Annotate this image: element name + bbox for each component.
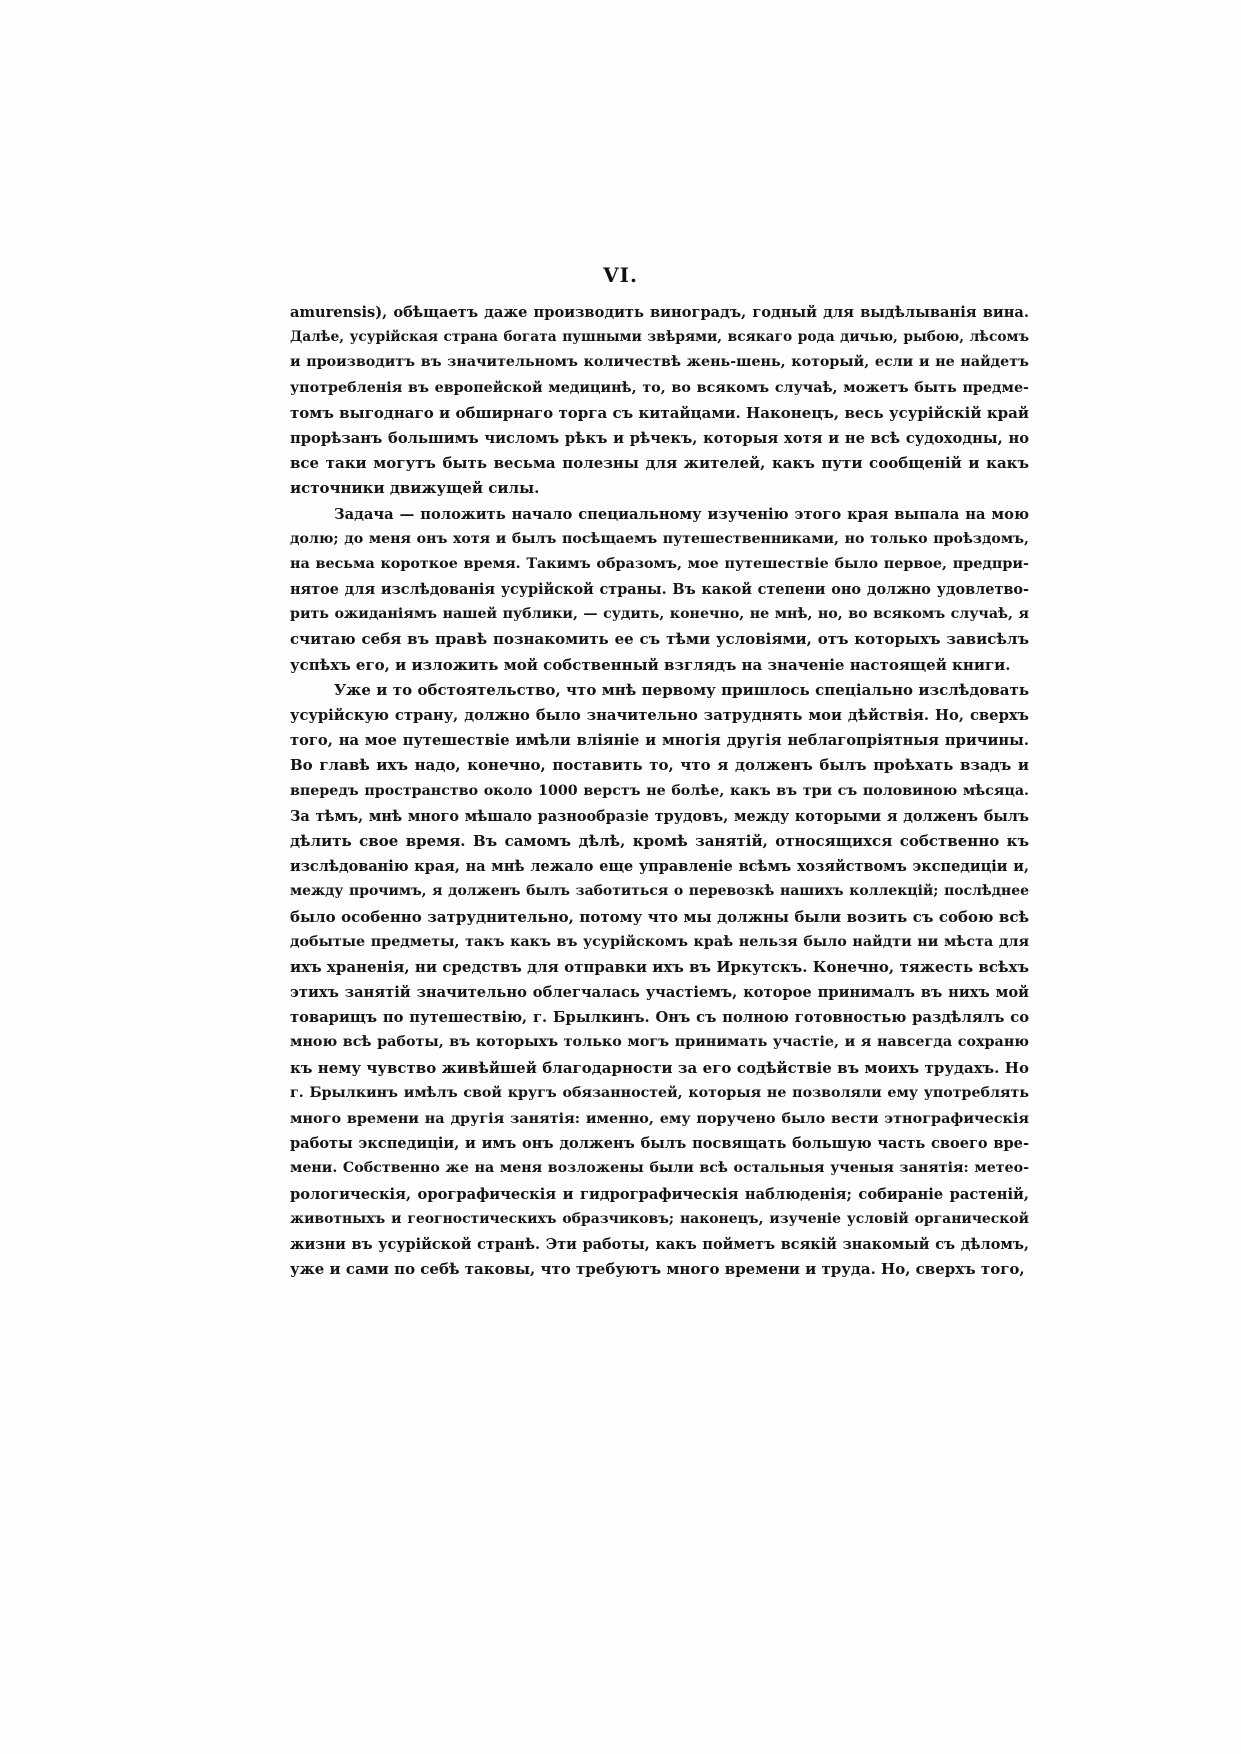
text-line: За тѣмъ, мнѣ много мѣшало разнообразіе трудовъ, между которыми я долженъ былъ bbox=[290, 807, 1029, 825]
text-line: товарищъ по путешествію, г. Брылкинъ. Онъ съ полною готовностью раздѣлялъ со bbox=[290, 1009, 1029, 1027]
text-line: рологическія, орографическія и гидрографическія наблюденія; собираніе растеній, bbox=[290, 1185, 1029, 1203]
text-line: много времени на другія занятія: именно, ему поручено было вести этнографическія bbox=[290, 1110, 1029, 1127]
text-line: г. Брылкинъ имѣлъ свой кругъ обязанностей, которыя не позволяли ему употреблять bbox=[290, 1084, 1029, 1101]
text-line: употребленія въ европейской медицинѣ, то, во всякомъ случаѣ, можетъ быть предме- bbox=[290, 379, 1029, 396]
text-line: рить ожиданіямъ нашей публики, — судить, конечно, не мнѣ, но, во всякомъ случаѣ, я bbox=[290, 606, 1029, 623]
text-line: нятое для изслѣдованія усурійской страны. Въ какой степени оно должно удовлетво- bbox=[290, 581, 1029, 599]
text-line: жизни въ усурійской странѣ. Эти работы, какъ пойметъ всякій знакомый съ дѣломъ, bbox=[290, 1235, 1029, 1253]
text-line: этихъ занятій значительно облегчалась участіемъ, которое принималъ въ нихъ мой bbox=[290, 984, 1029, 1002]
text-line: источники движущей силы. bbox=[290, 479, 540, 498]
text-line: мною всѣ работы, въ которыхъ только могъ принимать участіе, и я навсегда сохраню bbox=[290, 1034, 1029, 1051]
text-line: между прочимъ, я долженъ былъ заботиться о перевозкѣ нашихъ коллекцій; послѣднее bbox=[290, 883, 1029, 900]
text-line: Задача — положить начало специальному изученію этого края выпала на мою bbox=[334, 505, 1029, 523]
text-line: добытые предметы, такъ какъ въ усурійскомъ краѣ нельзя было найдти ни мѣста для bbox=[290, 933, 1029, 950]
text-line: того, на мое путешествіе имѣли вліяніе и многія другія неблагопріятныя причины. bbox=[290, 732, 1029, 750]
text-line: томъ выгоднаго и обширнаго торга съ китайцами. Наконецъ, весь усурійскій край bbox=[290, 403, 1029, 422]
body-text bbox=[290, 300, 1029, 1282]
text-line: долю; до меня онъ хотя и былъ посѣщаемъ путешественниками, но только проѣздомъ, bbox=[290, 530, 1029, 547]
text-line: дѣлить свое время. Въ самомъ дѣлѣ, кромѣ занятій, относящихся собственно къ bbox=[290, 831, 1029, 850]
text-line: къ нему чувство живѣйшей благодарности за его содѣйствіе въ моихъ трудахъ. Но bbox=[290, 1058, 1029, 1077]
text-line: считаю себя въ правѣ познакомить ее съ тѣми условіями, отъ которыхъ зависѣлъ bbox=[290, 630, 1029, 649]
page-number: VI. bbox=[603, 263, 638, 287]
text-line: прорѣзанъ большимъ числомъ рѣкъ и рѣчекъ, которыя хотя и не всѣ судоходны, но bbox=[290, 429, 1029, 447]
paragraph bbox=[290, 300, 1029, 502]
text-line: уже и сами по себѣ таковы, что требуютъ много времени и труда. Но, сверхъ того, bbox=[290, 1260, 1025, 1279]
text-line: мени. Собственно же на меня возложены были всѣ остальныя ученыя занятія: метео- bbox=[290, 1160, 1029, 1177]
text-line: работы экспедиціи, и имъ онъ долженъ былъ посвящать большую часть своего вре- bbox=[290, 1135, 1029, 1153]
text-line: изслѣдованію края, на мнѣ лежало еще управленіе всѣмъ хозяйствомъ экспедиціи и, bbox=[290, 858, 1029, 876]
paragraph bbox=[290, 502, 1029, 678]
paragraph bbox=[290, 678, 1029, 1283]
text-line: и производитъ въ значительномъ количествѣ жень-шень, который, если и не найдетъ bbox=[290, 354, 1029, 371]
text-line: Далѣе, усурійская страна богата пушными звѣрями, всякаго рода дичью, рыбою, лѣсомъ bbox=[290, 329, 1029, 346]
text-line: было особенно затруднительно, потому что мы должны были возить съ собою всѣ bbox=[290, 907, 1029, 926]
text-line: amurensis), обѣщаетъ даже производить виноградъ, годный для выдѣлыванія вина. bbox=[290, 304, 1029, 321]
text-line: животныхъ и геогностическихъ образчиковъ; наконецъ, изученіе условій органической bbox=[290, 1210, 1029, 1227]
text-line: впередъ пространство около 1000 верстъ не болѣе, какъ въ три съ половиною мѣсяца. bbox=[290, 782, 1029, 799]
text-line: ихъ храненія, ни средствъ для отправки ихъ въ Иркутскъ. Конечно, тяжесть всѣхъ bbox=[290, 957, 1029, 976]
text-line: усурійскую страну, должно было значительно затруднять мои дѣйствія. Но, сверхъ bbox=[290, 707, 1029, 724]
text-line: на весьма короткое время. Такимъ образомъ, мое путешествіе было первое, предпри- bbox=[290, 555, 1029, 572]
text-line: успѣхъ его, и изложить мой собственный взглядъ на значеніе настоящей книги. bbox=[290, 655, 1011, 674]
text-line: Во главѣ ихъ надо, конечно, поставить то, что я долженъ былъ проѣхать взадъ и bbox=[290, 756, 1029, 775]
text-line: все таки могутъ быть весьма полезны для жителей, какъ пути сообщеній и какъ bbox=[290, 454, 1029, 473]
text-line: Уже и то обстоятельство, что мнѣ первому пришлось спеціально изслѣдовать bbox=[334, 680, 1029, 699]
